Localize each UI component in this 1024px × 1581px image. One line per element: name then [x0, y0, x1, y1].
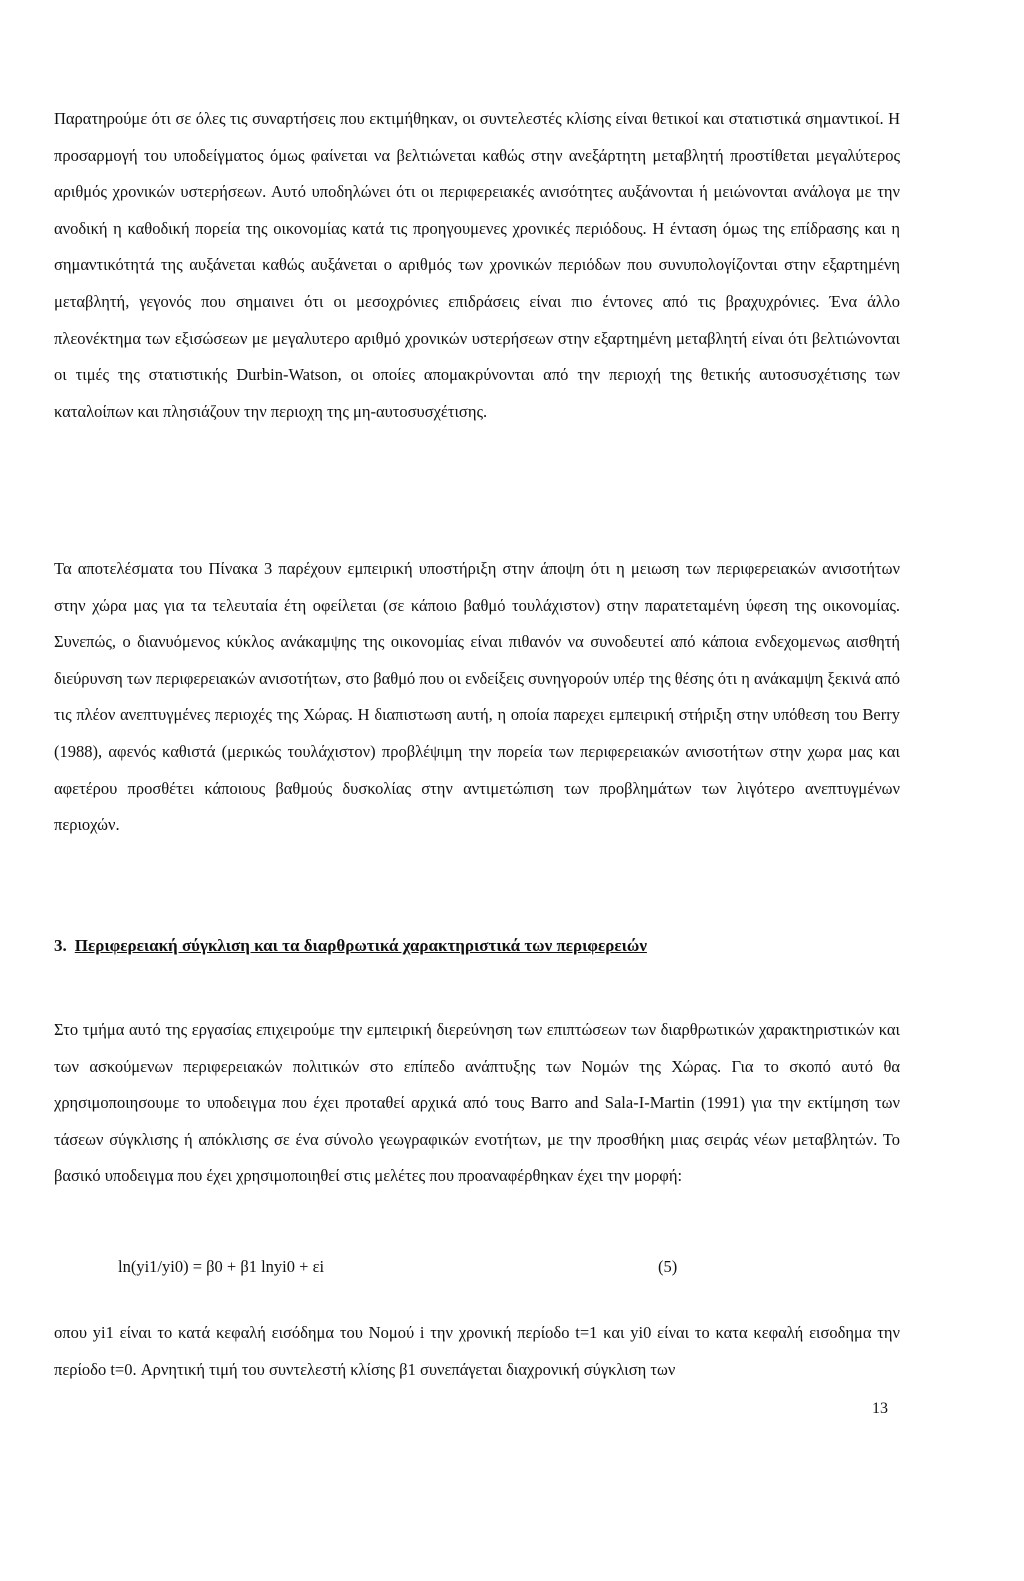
section-number: 3.: [54, 936, 67, 955]
section-title: Περιφερειακή σύγκλιση και τα διαρθρωτικά χαρακτηριστικά των περιφερειών: [74, 936, 647, 955]
equation-5: ln(yi1/yi0) = β0 + β1 lnyi0 + εi: [118, 1257, 325, 1276]
section-heading: [54, 931, 900, 961]
equation-number: (5): [658, 1257, 678, 1276]
paragraph-equation-explanation: οπου yi1 είναι το κατά κεφαλή εισόδημα του Νομού i την χρονική περίοδο t=1 και yi0 είναι το κατα κεφαλή εισοδημα την περίοδο t=0. Αρνητική τιμή του συντελεστή κλίσης β1 συνεπάγεται διαχρονική σύγκλιση των: [54, 1323, 900, 1379]
paragraph-results-discussion: Παρατηρούμε ότι σε όλες τις συναρτήσεις που εκτιμήθηκαν, οι συντελεστές κλίσης είναι θετικοί και στατιστικά σημαντικοί. Η προσαρμογή του υποδείγματος όμως φαίνεται να βελτιώνεται καθώς στην ανεξάρτητη μεταβλητή προστίθεται μεγαλύτερος αριθμός χρονικών υστερήσεων. Αυτό υποδηλώνει ότι οι περιφερειακές ανισότητες αυξάνονται ή μειώνονται ανάλογα με την ανοδική η καθοδική πορεία της οικονομίας κατά τις προηγουμενες χρονικές περιόδους. Η ένταση όμως της επίδρασης και η σημαντικότητά της αυξάνεται καθώς αυξάνεται ο αριθμός των χρονικών περιόδων που συνυπολογίζονται στην εξαρτημένη μεταβλητή, γεγονός που σημαινει ότι οι μεσοχρόνιες επιδράσεις είναι πιο έντονες από τις βραχυχρόνιες. Ένα άλλο πλεονέκτημα των εξισώσεων με μεγαλυτερο αριθμό χρονικών υστερήσεων στην εξαρτημένη μεταβλητή είναι ότι βελτιώνονται οι τιμές της στατιστικής Durbin-Watson, οι οποίες απομακρύνονται από την περιοχή της θετικής αυτοσυσχέτισης των καταλοίπων και πλησιάζουν την περιοχη της μη-αυτοσυσχέτισης.: [54, 109, 900, 421]
paragraph-table-3-conclusions: Τα αποτελέσματα του Πίνακα 3 παρέχουν εμπειρική υποστήριξη στην άποψη ότι η μειωση των περιφερειακών ανισοτήτων στην χώρα μας για τα τελευταία έτη οφείλεται (σε κάποιο βαθμό τουλάχιστον) στην παρατεταμένη ύφεση της οικονομίας. Συνεπώς, ο διανυόμενος κύκλος ανάκαμψης της οικονομίας είναι πιθανόν να συνοδευτεί από κάποια ενδεχομενως αισθητή διεύρυνση των περιφερειακών ανισοτήτων, στο βαθμό που οι ενδείξεις συνηγορούν υπέρ της θέσης ότι η ανάκαμψη ξεκινά από τις πλέον ανεπτυγμένες περιοχές της Χώρας. Η διαπιστωση αυτή, η οποία παρεχει εμπειρική στήριξη στην υπόθεση του Berry (1988), αφενός καθιστά (μερικώς τουλάχιστον) προβλέψιμη την πορεία των περιφερειακών ανισοτήτων στην χωρα μας και αφετέρου προσθέτει κάποιους βαθμούς δυσκολίας στην αντιμετώπιση των προβλημάτων των λιγότερο ανεπτυγμένων περιοχών.: [54, 559, 900, 835]
paragraph-section-intro: Στο τμήμα αυτό της εργασίας επιχειρούμε την εμπειρική διερεύνηση των επιπτώσεων των διαρθρωτικών χαρακτηριστικών και των ασκούμενων περιφερειακών πολιτικών στο επίπεδο ανάπτυξης των Νομών της Χώρας. Για το σκοπό αυτό θα χρησιμοποιησουμε το υποδειγμα που έχει προταθεί αρχικά από τους Barro and Sala-I-Martin (1991) για την εκτίμηση των τάσεων σύγκλισης ή απόκλισης σε ένα σύνολο γεωγραφικών ενοτήτων, με την προσθήκη μιας σειράς νέων μεταβλητών. Το βασικό υποδειγμα που έχει χρησιμοποιηθεί στις μελέτες που προαναφέρθηκαν έχει την μορφή:: [54, 1020, 900, 1186]
page-number: 13: [872, 1400, 888, 1417]
